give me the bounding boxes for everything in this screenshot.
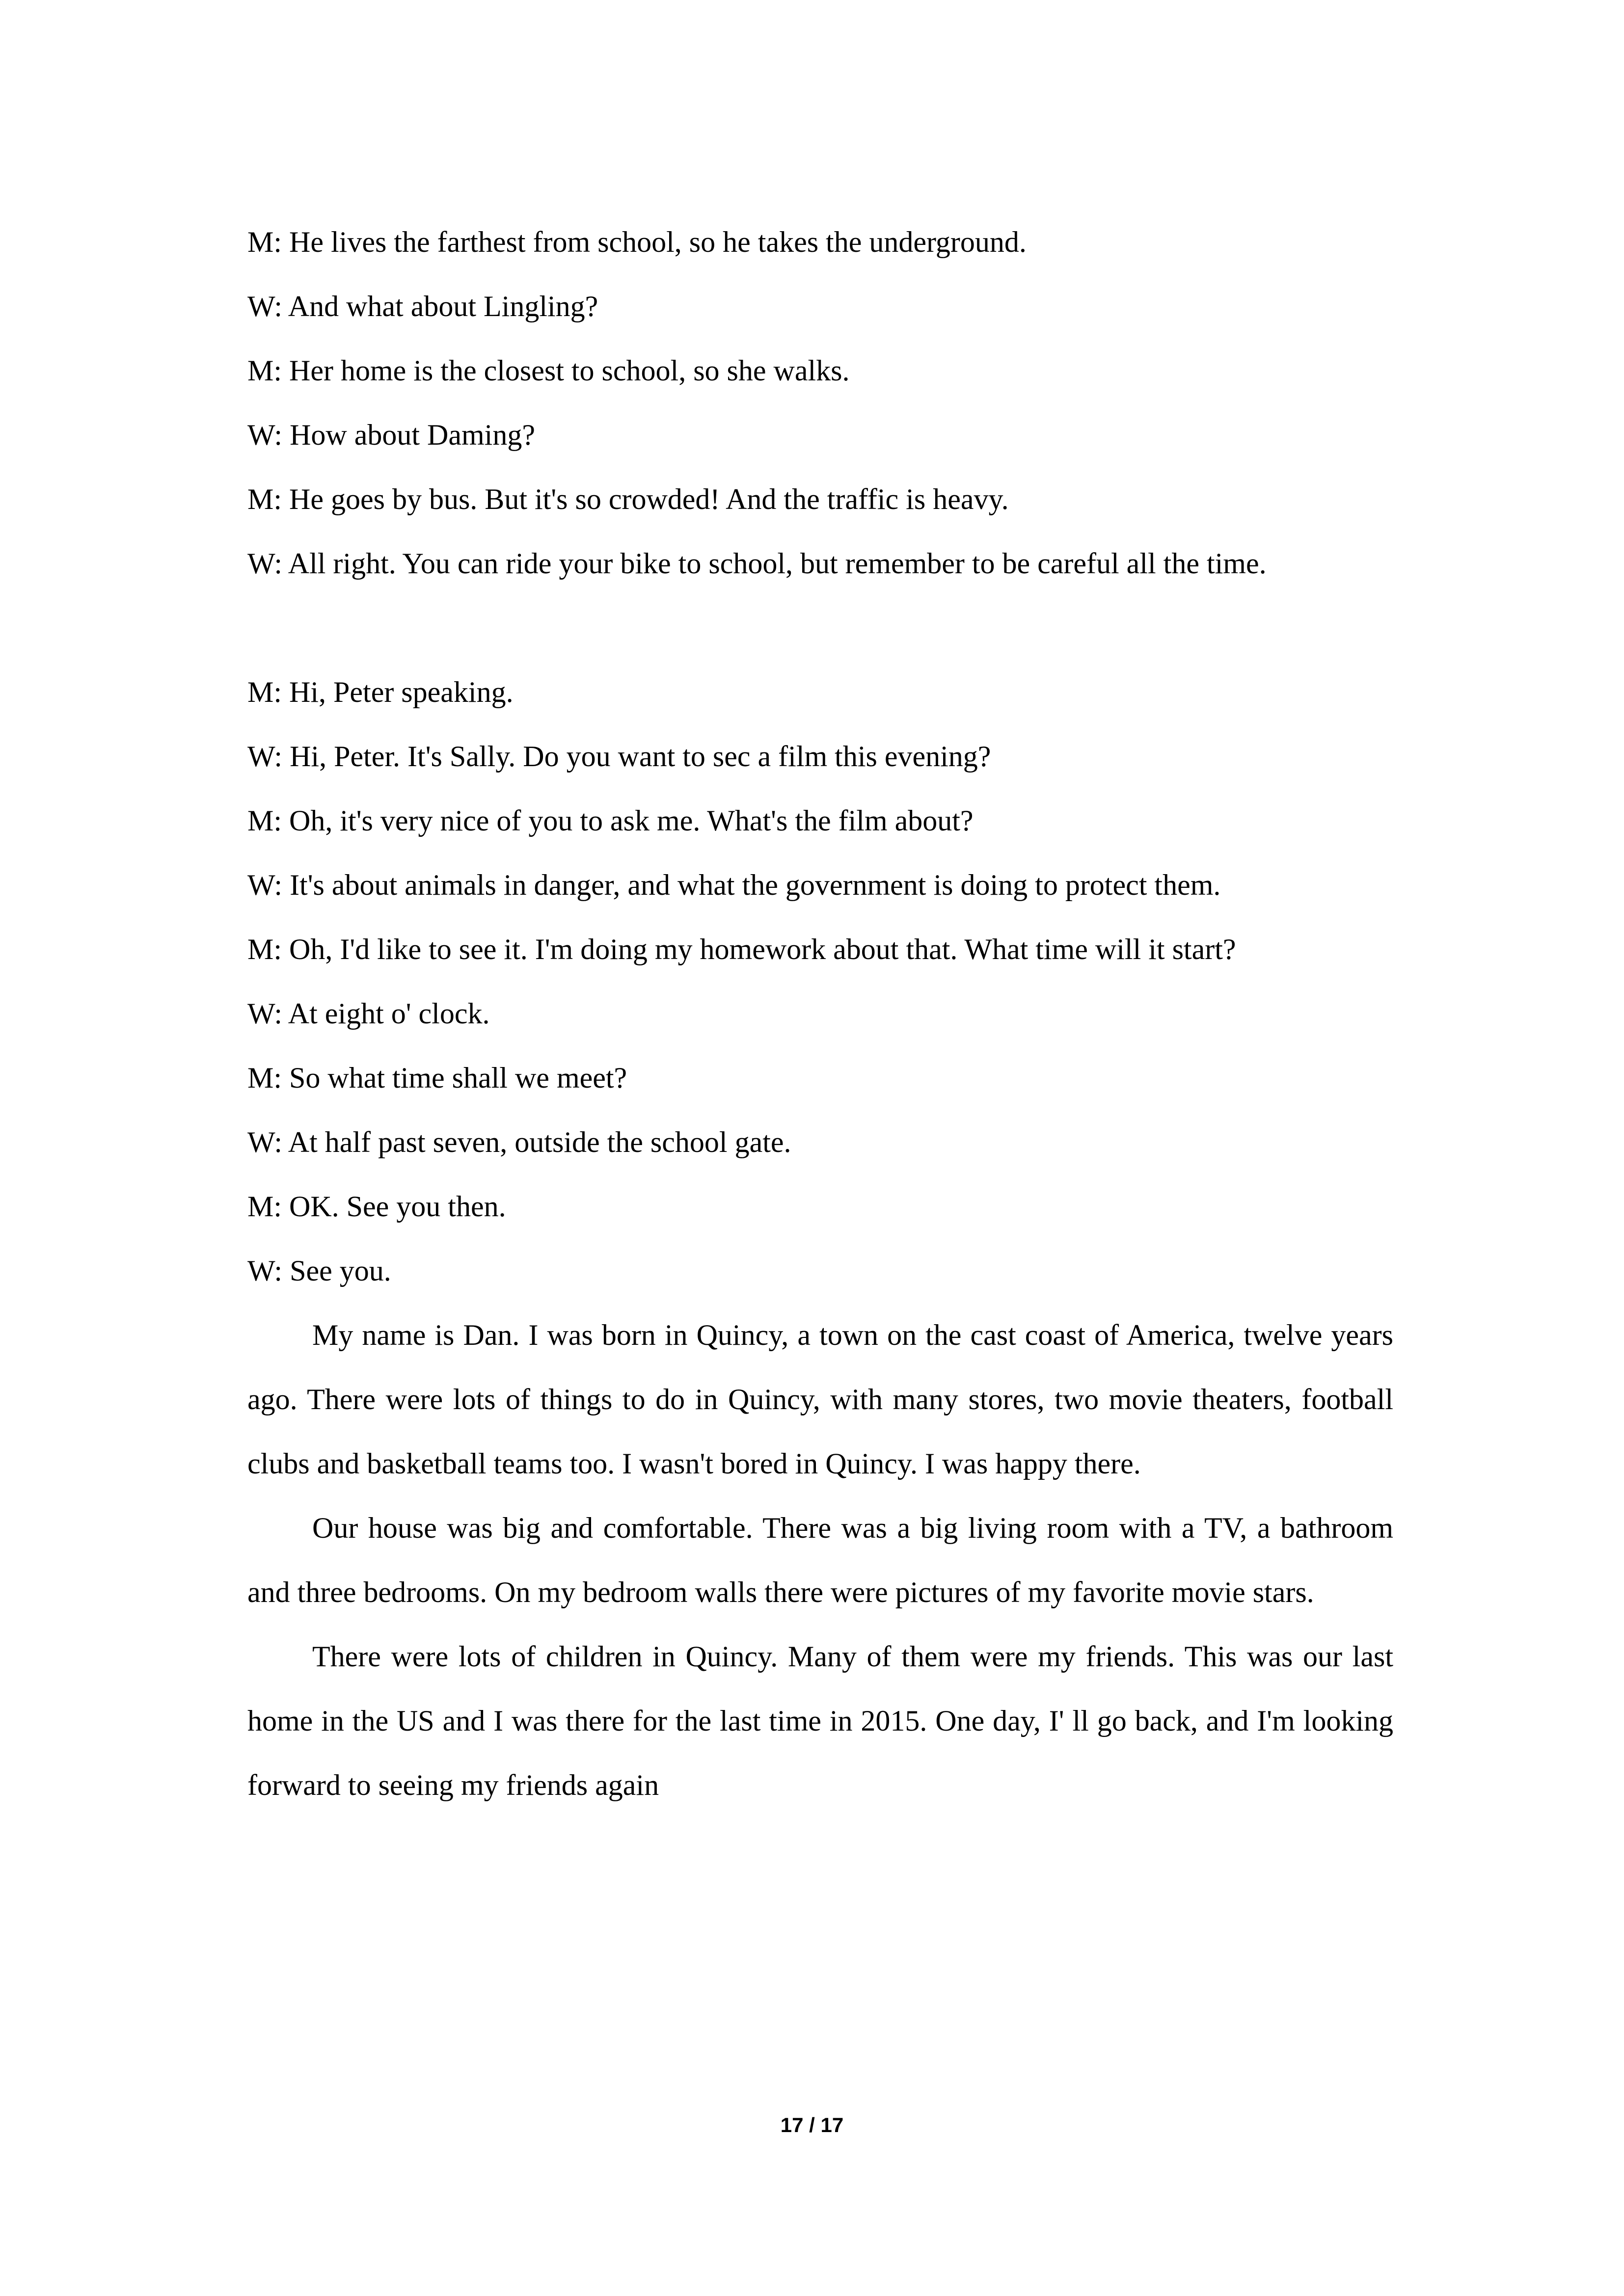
- dialogue-line: M: OK. See you then.: [247, 1190, 506, 1223]
- dialogue-line: W: At eight o' clock.: [247, 997, 490, 1030]
- page-content: [247, 210, 1393, 1817]
- section-gap: [247, 596, 1393, 660]
- dialogue-line: W: And what about Lingling?: [247, 290, 598, 322]
- dialogue-line: M: Oh, I'd like to see it. I'm doing my homework about that. What time will it start?: [247, 933, 1236, 965]
- dialogue-1: [247, 210, 1393, 596]
- dialogue-line: W: At half past seven, outside the school gate.: [247, 1126, 791, 1158]
- page-number: 17 / 17: [780, 2113, 844, 2136]
- dialogue-line: M: Her home is the closest to school, so she walks.: [247, 354, 850, 387]
- passage-paragraph: My name is Dan. I was born in Quincy, a town on the cast coast of America, twelve years ago. There were lots of things to do in Quincy, with many stores, two movie theaters, football clubs and basketball teams too. I wasn't bored in Quincy. I was happy there.: [247, 1319, 1393, 1480]
- dialogue-line: M: He goes by bus. But it's so crowded! And the traffic is heavy.: [247, 483, 1009, 515]
- dialogue-line: W: Hi, Peter. It's Sally. Do you want to sec a film this evening?: [247, 740, 991, 773]
- passage-paragraph: There were lots of children in Quincy. Many of them were my friends. This was our last home in the US and I was there for the last time in 2015. One day, I' ll go back, and I'm looking forward to seeing my friends again: [247, 1640, 1393, 1801]
- passage-paragraph: Our house was big and comfortable. There was a big living room with a TV, a bathroom and three bedrooms. On my bedroom walls there were pictures of my favorite movie stars.: [247, 1512, 1393, 1608]
- dialogue-line: M: He lives the farthest from school, so he takes the underground.: [247, 226, 1027, 258]
- dialogue-line: M: So what time shall we meet?: [247, 1062, 627, 1094]
- dialogue-line: W: See you.: [247, 1255, 391, 1287]
- dialogue-line: M: Oh, it's very nice of you to ask me. What's the film about?: [247, 804, 974, 837]
- dialogue-line: W: It's about animals in danger, and what the government is doing to protect them.: [247, 869, 1221, 901]
- dialogue-line: M: Hi, Peter speaking.: [247, 676, 514, 708]
- dialogue-2: [247, 660, 1393, 1303]
- dialogue-line: W: All right. You can ride your bike to school, but remember to be careful all the time.: [247, 547, 1267, 580]
- passage: [247, 1303, 1393, 1817]
- dialogue-line: W: How about Daming?: [247, 419, 535, 451]
